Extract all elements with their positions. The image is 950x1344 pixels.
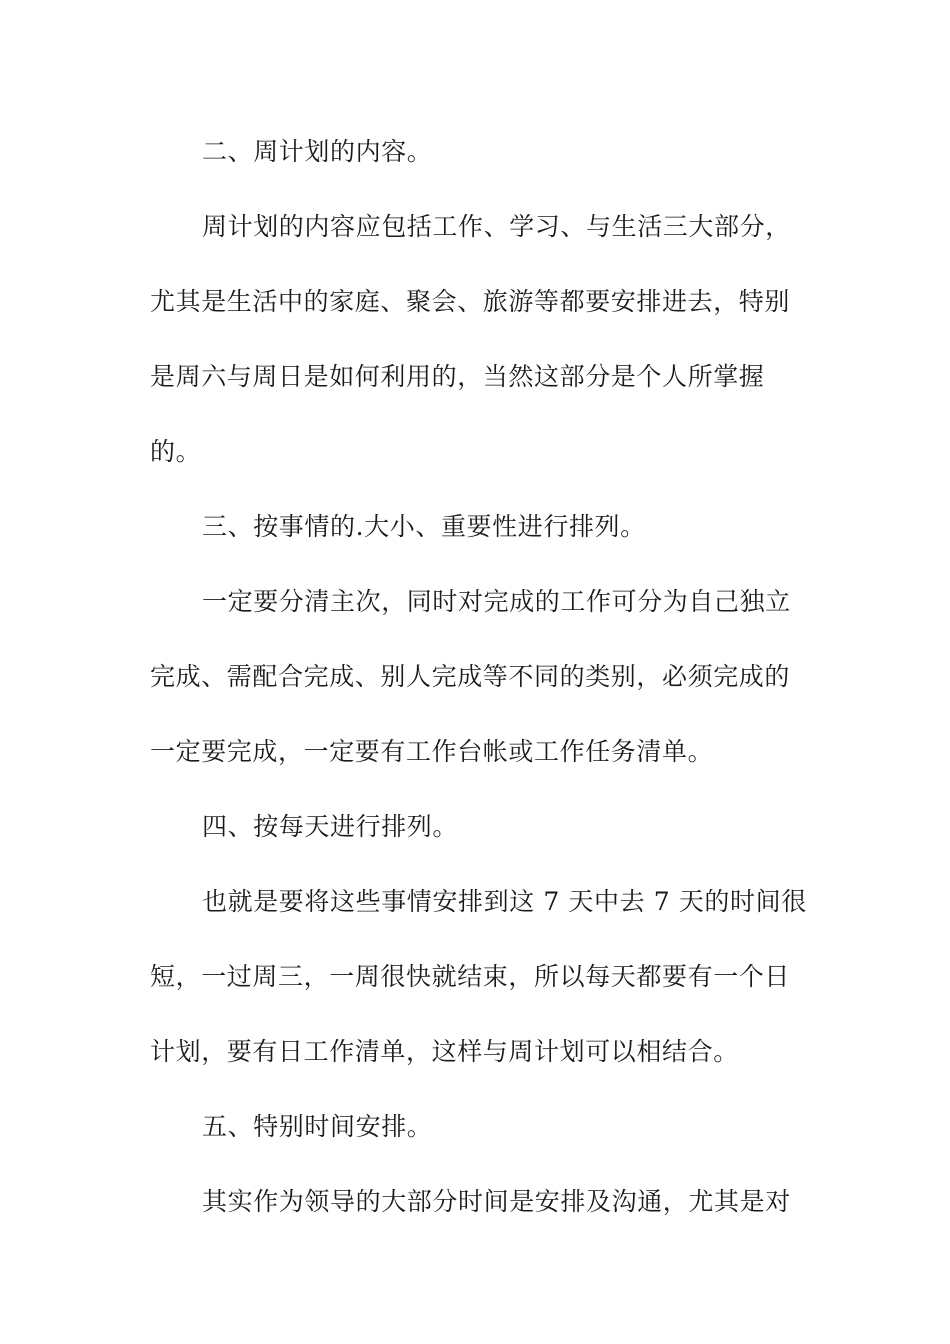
paragraph-line: 短，一过周三，一周很快就结束，所以每天都要有一个日 bbox=[150, 962, 791, 991]
paragraph-line: 也就是要将这些事情安排到这 7 天中去 7 天的时间很 bbox=[202, 887, 807, 916]
section-heading-2: 二、周计划的内容。 bbox=[202, 137, 433, 166]
paragraph-line: 的。 bbox=[150, 437, 202, 466]
paragraph-line: 尤其是生活中的家庭、聚会、旅游等都要安排进去，特别 bbox=[150, 287, 791, 316]
paragraph-line: 周计划的内容应包括工作、学习、与生活三大部分， bbox=[202, 212, 791, 241]
paragraph-line: 完成、需配合完成、别人完成等不同的类别，必须完成的 bbox=[150, 662, 791, 691]
paragraph-line: 一定要完成，一定要有工作台帐或工作任务清单。 bbox=[150, 737, 714, 766]
paragraph-line: 计划，要有日工作清单，这样与周计划可以相结合。 bbox=[150, 1037, 739, 1066]
section-heading-5: 五、特别时间安排。 bbox=[202, 1112, 433, 1141]
paragraph-line: 一定要分清主次，同时对完成的工作可分为自己独立 bbox=[202, 587, 791, 616]
paragraph-line: 是周六与周日是如何利用的，当然这部分是个人所掌握 bbox=[150, 362, 765, 391]
section-heading-3: 三、按事情的.大小、重要性进行排列。 bbox=[202, 512, 646, 541]
paragraph-line: 其实作为领导的大部分时间是安排及沟通，尤其是对 bbox=[202, 1187, 791, 1216]
section-heading-4: 四、按每天进行排列。 bbox=[202, 812, 459, 841]
document-body bbox=[150, 114, 807, 1239]
